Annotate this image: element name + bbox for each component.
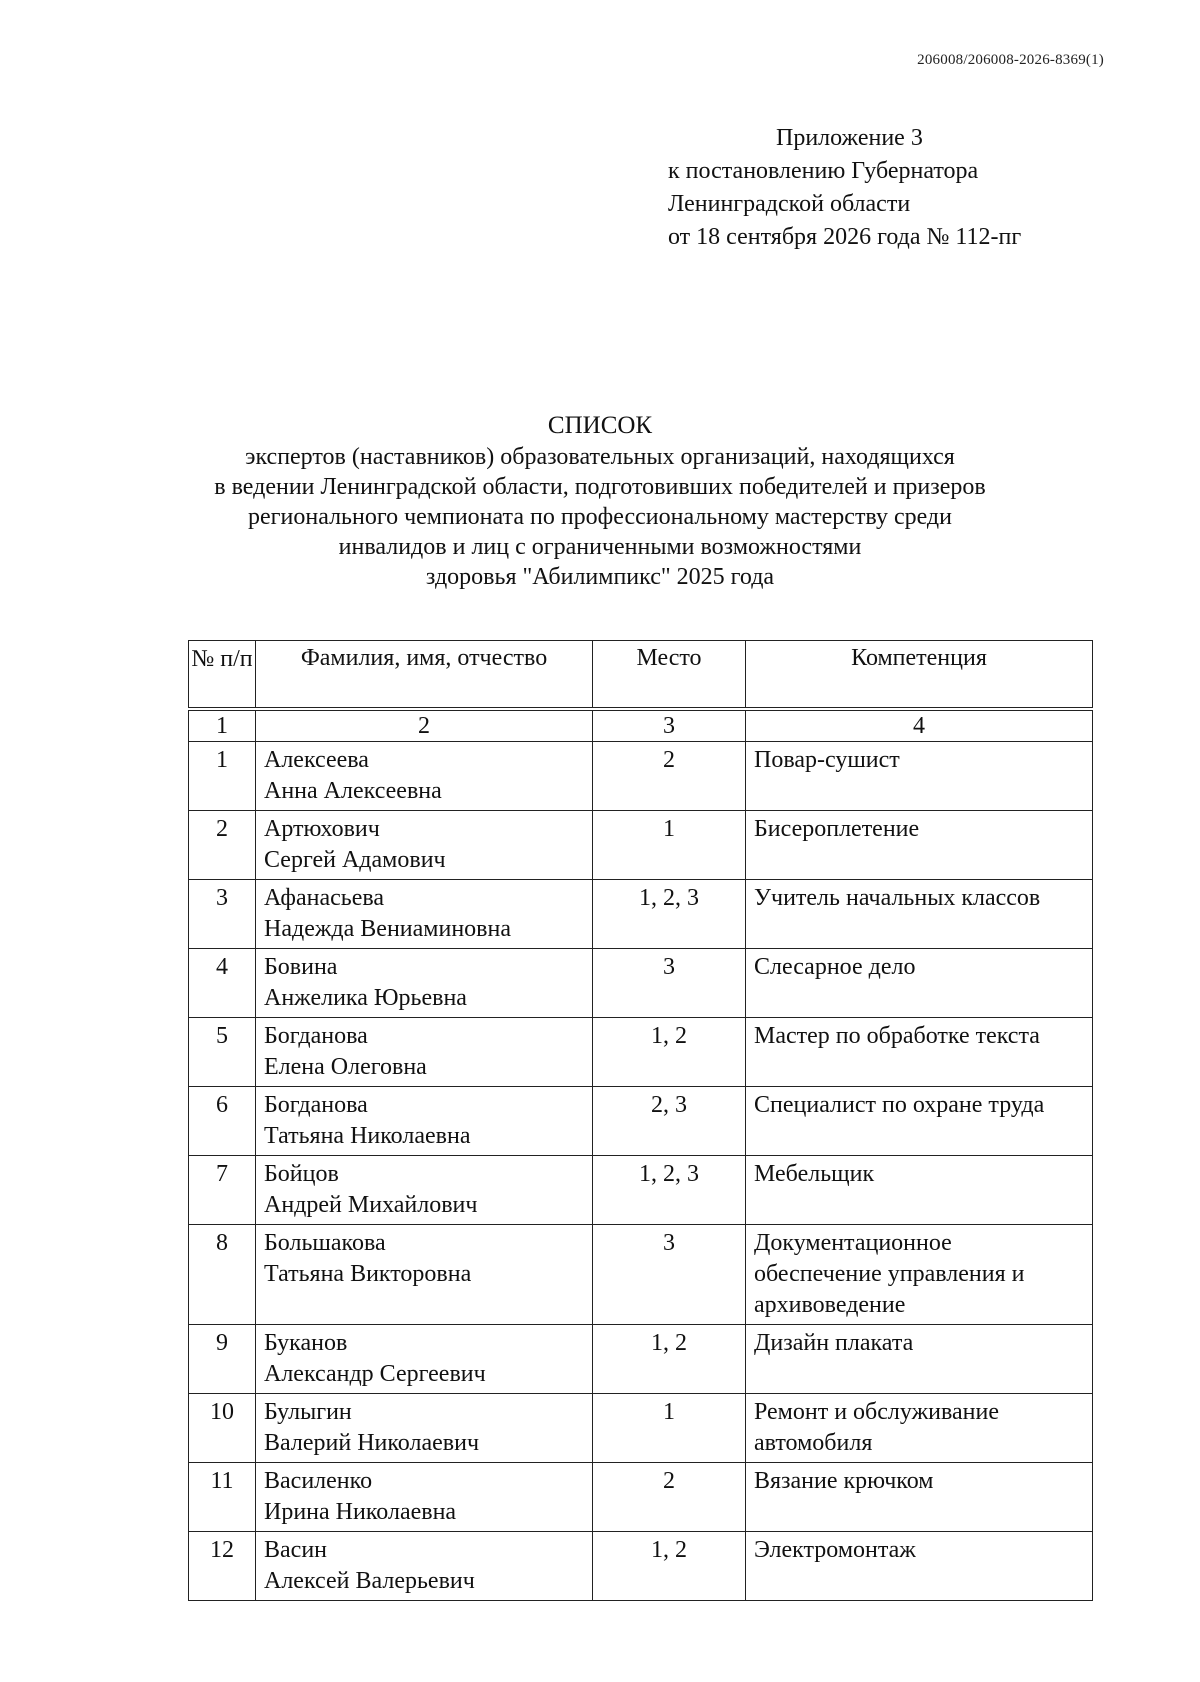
expert-competence: Вязание крючком <box>746 1463 1093 1532</box>
title-line: инвалидов и лиц с ограниченными возможностями <box>338 534 862 560</box>
expert-place: 1 <box>593 811 746 880</box>
expert-given-names: Александр Сергеевич <box>264 1361 486 1387</box>
expert-surname: Бовина <box>264 954 338 980</box>
approval-block <box>668 122 1021 254</box>
resolution-reference: к постановлению Губернатора <box>668 158 979 184</box>
expert-place: 3 <box>593 949 746 1018</box>
expert-surname: Алексеева <box>264 747 369 773</box>
title-line: здоровья "Абилимпикс" 2025 года <box>425 564 775 590</box>
table-row <box>189 1225 1093 1325</box>
expert-place: 2, 3 <box>593 1087 746 1156</box>
expert-surname: Афанасьева <box>264 885 385 911</box>
row-number: 4 <box>189 949 256 1018</box>
expert-competence: Электромонтаж <box>746 1532 1093 1601</box>
expert-full-name <box>256 1532 593 1601</box>
expert-given-names: Ирина Николаевна <box>264 1499 457 1525</box>
row-number: 6 <box>189 1087 256 1156</box>
column-number: 2 <box>256 709 593 742</box>
region-name: Ленинградской области <box>668 191 911 217</box>
expert-place: 3 <box>593 1225 746 1325</box>
column-number-row <box>189 709 1093 742</box>
title-line: экспертов (наставников) образовательных организаций, находящихся <box>245 444 955 470</box>
expert-given-names: Андрей Михайлович <box>264 1192 478 1218</box>
expert-full-name <box>256 880 593 949</box>
expert-surname: Артюхович <box>264 816 380 842</box>
title-line: в ведении Ленинградской области, подготовивших победителей и призеров <box>214 474 986 500</box>
expert-place: 1, 2, 3 <box>593 880 746 949</box>
header-number: № п/п <box>189 641 256 710</box>
expert-given-names: Алексей Валерьевич <box>264 1568 475 1594</box>
table-row <box>189 1156 1093 1225</box>
expert-given-names: Сергей Адамович <box>264 847 446 873</box>
row-number: 8 <box>189 1225 256 1325</box>
expert-surname: Булыгин <box>264 1399 352 1425</box>
expert-full-name <box>256 1225 593 1325</box>
row-number: 10 <box>189 1394 256 1463</box>
expert-full-name <box>256 1463 593 1532</box>
expert-full-name <box>256 1018 593 1087</box>
column-number: 1 <box>189 709 256 742</box>
expert-place: 2 <box>593 742 746 811</box>
expert-surname: Василенко <box>264 1468 373 1494</box>
table-row <box>189 742 1093 811</box>
expert-competence: Ремонт и обслуживание автомобиля <box>746 1394 1093 1463</box>
expert-competence: Документационное обеспечение управления и архивоведение <box>746 1225 1093 1325</box>
expert-competence: Мебельщик <box>746 1156 1093 1225</box>
table-row <box>189 1394 1093 1463</box>
expert-full-name <box>256 811 593 880</box>
expert-competence: Учитель начальных классов <box>746 880 1093 949</box>
appendix-label: Приложение 3 <box>776 125 923 151</box>
expert-full-name <box>256 1325 593 1394</box>
expert-competence: Специалист по охране труда <box>746 1087 1093 1156</box>
expert-given-names: Елена Олеговна <box>264 1054 427 1080</box>
experts-table <box>188 640 1093 1601</box>
row-number: 11 <box>189 1463 256 1532</box>
table-row <box>189 811 1093 880</box>
expert-surname: Васин <box>264 1537 327 1563</box>
expert-place: 1, 2 <box>593 1325 746 1394</box>
expert-surname: Большакова <box>264 1230 386 1256</box>
row-number: 5 <box>189 1018 256 1087</box>
expert-place: 1, 2 <box>593 1018 746 1087</box>
expert-given-names: Анна Алексеевна <box>264 778 442 804</box>
expert-surname: Буканов <box>264 1330 348 1356</box>
table-row <box>189 1532 1093 1601</box>
table-header-row <box>189 641 1093 710</box>
document-registration-code: 206008/206008-2026-8369(1) <box>917 52 1104 68</box>
document-title <box>150 410 1050 592</box>
expert-competence: Повар-сушист <box>746 742 1093 811</box>
row-number: 12 <box>189 1532 256 1601</box>
expert-place: 1, 2 <box>593 1532 746 1601</box>
expert-full-name <box>256 742 593 811</box>
row-number: 3 <box>189 880 256 949</box>
expert-full-name <box>256 1156 593 1225</box>
expert-surname: Бойцов <box>264 1161 339 1187</box>
column-number: 4 <box>746 709 1093 742</box>
expert-given-names: Надежда Вениаминовна <box>264 916 511 942</box>
header-full-name: Фамилия, имя, отчество <box>256 641 593 710</box>
expert-place: 1, 2, 3 <box>593 1156 746 1225</box>
expert-competence: Слесарное дело <box>746 949 1093 1018</box>
expert-given-names: Анжелика Юрьевна <box>264 985 467 1011</box>
table-row <box>189 1325 1093 1394</box>
row-number: 9 <box>189 1325 256 1394</box>
expert-surname: Богданова <box>264 1023 368 1049</box>
title-line: регионального чемпионата по профессиональному мастерству среди <box>248 504 952 530</box>
table-row <box>189 1463 1093 1532</box>
row-number: 1 <box>189 742 256 811</box>
expert-place: 2 <box>593 1463 746 1532</box>
expert-surname: Богданова <box>264 1092 368 1118</box>
expert-given-names: Валерий Николаевич <box>264 1430 480 1456</box>
table-row <box>189 1087 1093 1156</box>
title-heading: СПИСОК <box>547 412 653 439</box>
column-number: 3 <box>593 709 746 742</box>
expert-competence: Мастер по обработке текста <box>746 1018 1093 1087</box>
resolution-date: от 18 сентября 2026 года № 112-пг <box>668 224 1022 250</box>
header-place: Место <box>593 641 746 710</box>
expert-place: 1 <box>593 1394 746 1463</box>
table-row <box>189 880 1093 949</box>
table-row <box>189 1018 1093 1087</box>
table-body <box>189 709 1093 1601</box>
expert-given-names: Татьяна Николаевна <box>264 1123 471 1149</box>
expert-competence: Дизайн плаката <box>746 1325 1093 1394</box>
table-row <box>189 949 1093 1018</box>
expert-given-names: Татьяна Викторовна <box>264 1261 472 1287</box>
expert-full-name <box>256 1394 593 1463</box>
expert-competence: Бисероплетение <box>746 811 1093 880</box>
row-number: 7 <box>189 1156 256 1225</box>
expert-full-name <box>256 1087 593 1156</box>
expert-full-name <box>256 949 593 1018</box>
header-competence: Компетенция <box>746 641 1093 710</box>
row-number: 2 <box>189 811 256 880</box>
